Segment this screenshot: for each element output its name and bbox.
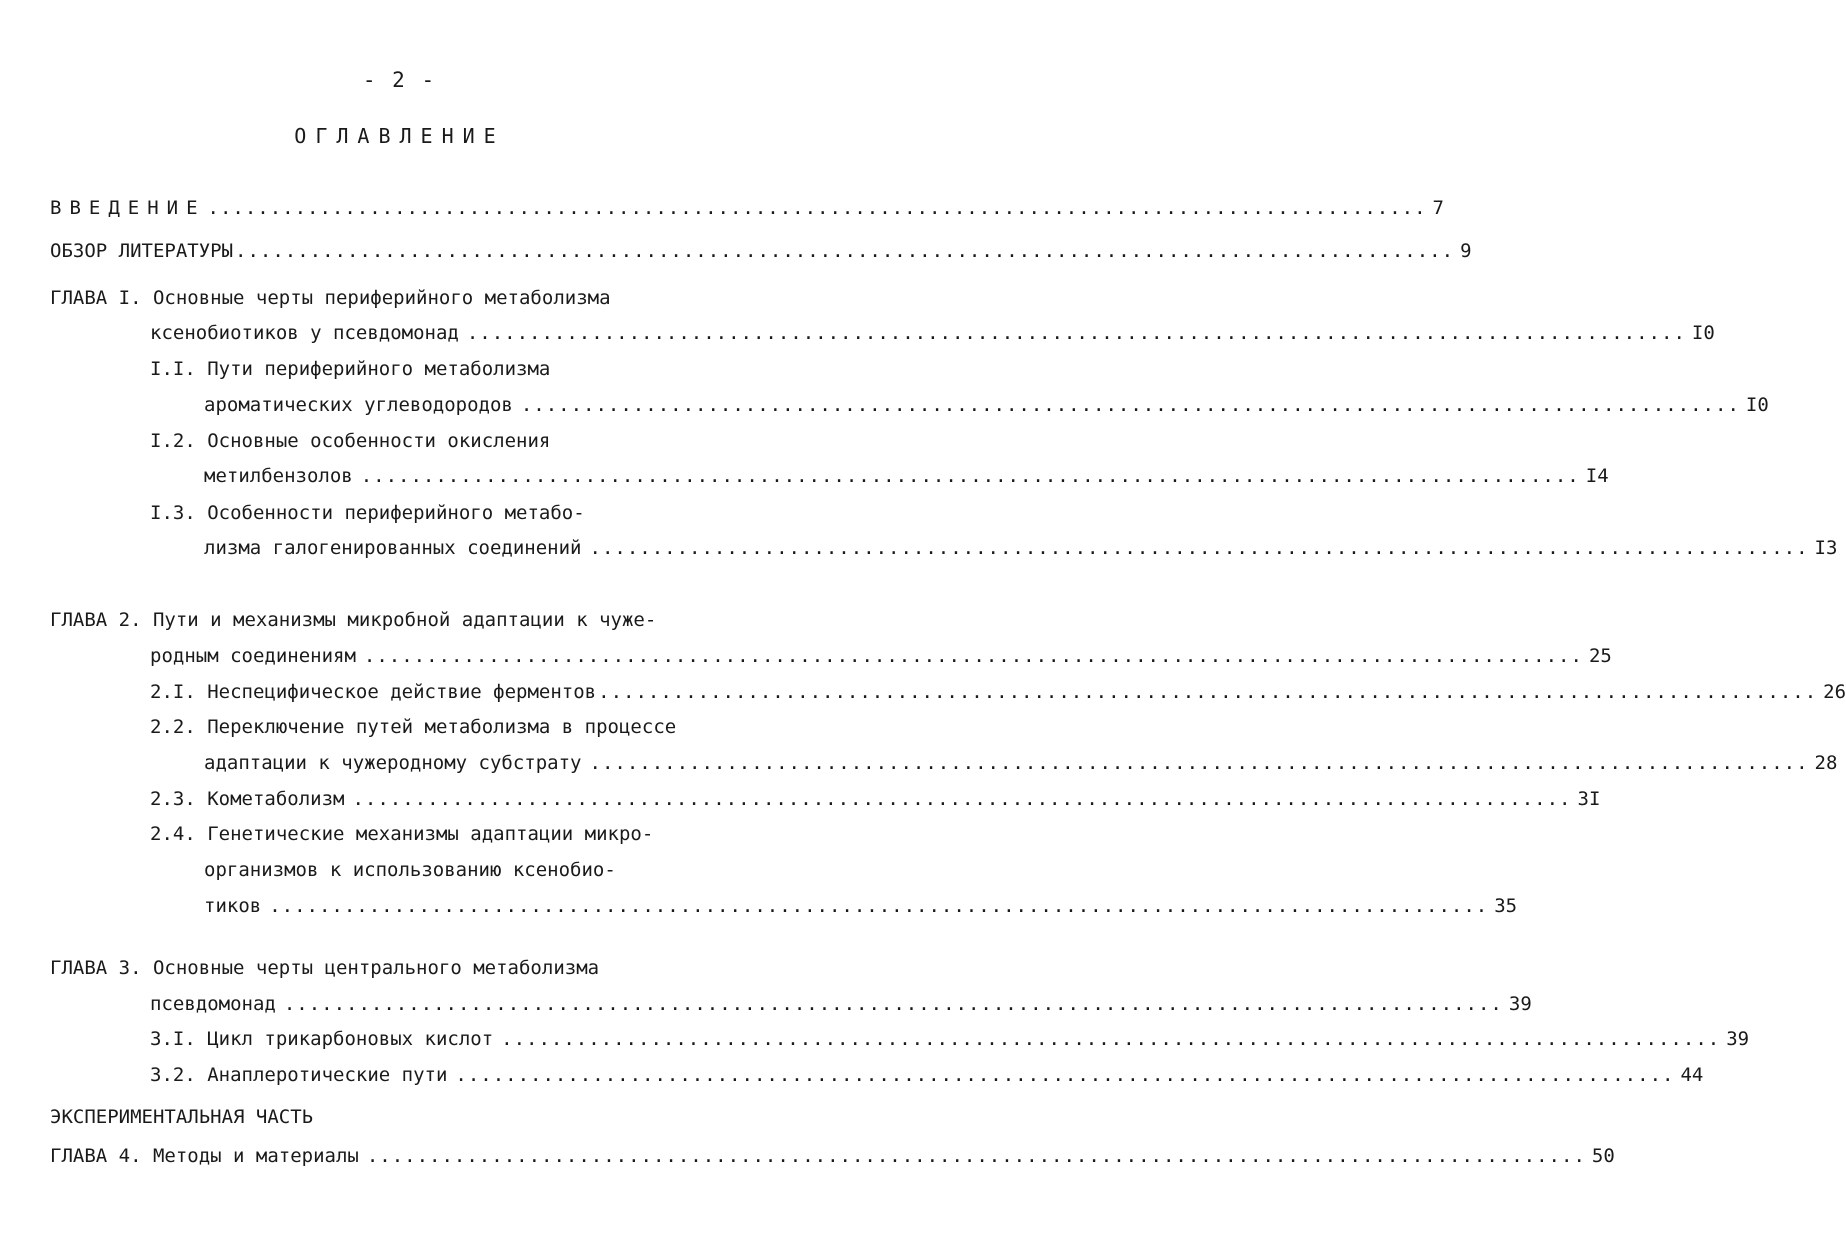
toc-page-number: 44 — [1680, 1064, 1704, 1086]
toc-entry-chapter-2[interactable] — [150, 644, 1612, 668]
toc-entry-text: псевдомонад — [150, 993, 276, 1015]
toc-chapter-3-heading: ГЛАВА 3. Основные черты центрального метаболизма — [50, 957, 600, 979]
toc-page-number: 25 — [1588, 645, 1612, 667]
toc-entry-text: 2.I. Неспецифическое действие ферментов — [150, 681, 597, 703]
toc-section-2-2-heading: 2.2. Переключение путей метаболизма в процессе — [150, 716, 677, 738]
dot-leader: .................................................................................................. — [589, 752, 1809, 774]
dot-leader: .................................................................................................. — [520, 394, 1740, 416]
toc-entry-chapter-4[interactable] — [50, 1144, 1615, 1168]
toc-chapter-2-heading: ГЛАВА 2. Пути и механизмы микробной адаптации к чуже- — [50, 609, 657, 631]
toc-entry-text: ВВЕДЕНИЕ — [50, 197, 206, 219]
toc-entry-section-2-4[interactable] — [204, 894, 1518, 918]
dot-leader: .................................................................................................. — [366, 1145, 1586, 1167]
toc-entry-section-1-1[interactable] — [204, 393, 1769, 417]
dot-leader: .................................................................................................. — [589, 537, 1809, 559]
toc-section-2-4-continuation: организмов к использованию ксенобио- — [204, 859, 616, 881]
toc-page-number: I3 — [1814, 537, 1838, 559]
toc-title: ОГЛАВЛЕНИЕ — [294, 124, 505, 148]
toc-page-number: 7 — [1432, 197, 1444, 219]
dot-leader: .................................................................................................. — [598, 681, 1818, 703]
toc-entry-section-2-1[interactable] — [150, 680, 1846, 704]
toc-entry-text: адаптации к чужеродному субстрату — [204, 752, 582, 774]
toc-page-number: I4 — [1585, 465, 1609, 487]
toc-entry-text: ароматических углеводородов — [204, 394, 513, 416]
toc-page-number: 39 — [1726, 1028, 1750, 1050]
toc-section-1-2-heading: I.2. Основные особенности окисления — [150, 430, 551, 452]
toc-entry-text: ГЛАВА 4. Методы и материалы — [50, 1145, 359, 1167]
toc-page-number: 9 — [1460, 240, 1472, 262]
toc-entry-review[interactable] — [50, 239, 1472, 263]
toc-page-number: 39 — [1508, 993, 1532, 1015]
dot-leader: .................................................................................................. — [363, 645, 1583, 667]
toc-entry-text: 3.I. Цикл трикарбоновых кислот — [150, 1028, 494, 1050]
dot-leader: .................................................................................................. — [455, 1064, 1675, 1086]
dot-leader: .................................................................................................. — [283, 993, 1503, 1015]
toc-entry-chapter-3[interactable] — [150, 992, 1532, 1016]
toc-entry-text: 3.2. Анаплеротические пути — [150, 1064, 448, 1086]
dot-leader: .................................................................................................. — [269, 895, 1489, 917]
toc-entry-section-1-2[interactable] — [204, 464, 1609, 488]
page-number: - 2 - — [362, 68, 437, 92]
dot-leader: .................................................................................................. — [360, 465, 1580, 487]
toc-entry-text: ОБЗОР ЛИТЕРАТУРЫ — [50, 240, 234, 262]
toc-entry-section-3-1[interactable] — [150, 1027, 1750, 1051]
toc-entry-text: родным соединениям — [150, 645, 356, 667]
toc-entry-text: тиков — [204, 895, 262, 917]
toc-entry-section-2-2[interactable] — [204, 751, 1838, 775]
toc-entry-section-2-3[interactable] — [150, 787, 1601, 811]
toc-section-1-1-heading: I.I. Пути периферийного метаболизма — [150, 358, 551, 380]
toc-section-1-3-heading: I.3. Особенности периферийного метабо- — [150, 502, 585, 524]
toc-entry-chapter-1[interactable] — [150, 321, 1715, 345]
toc-page-number: 28 — [1814, 752, 1838, 774]
toc-page-number: 35 — [1494, 895, 1518, 917]
toc-section-2-4-heading: 2.4. Генетические механизмы адаптации микро- — [150, 823, 654, 845]
toc-entry-text: метилбензолов — [204, 465, 353, 487]
toc-chapter-1-heading: ГЛАВА I. Основные черты периферийного метаболизма — [50, 287, 611, 309]
toc-page-number: 26 — [1823, 681, 1846, 703]
toc-entry-intro[interactable] — [50, 196, 1444, 220]
toc-experimental-part-heading[interactable]: ЭКСПЕРИМЕНТАЛЬНАЯ ЧАСТЬ — [50, 1106, 314, 1128]
dot-leader: .................................................................................................. — [235, 240, 1455, 262]
toc-entry-section-1-3[interactable] — [204, 536, 1838, 560]
toc-entry-text: лизма галогенированных соединений — [204, 537, 582, 559]
toc-entry-section-3-2[interactable] — [150, 1063, 1704, 1087]
dot-leader: .................................................................................................. — [501, 1028, 1721, 1050]
dot-leader: .................................................................................................. — [352, 788, 1572, 810]
toc-page-number: 3I — [1577, 788, 1601, 810]
toc-entry-text: 2.3. Кометаболизм — [150, 788, 345, 810]
toc-page-number: I0 — [1691, 322, 1715, 344]
toc-page-number: I0 — [1745, 394, 1769, 416]
toc-page-number: 50 — [1591, 1145, 1615, 1167]
dot-leader: .................................................................................................. — [466, 322, 1686, 344]
toc-entry-text: ксенобиотиков у псевдомонад — [150, 322, 459, 344]
dot-leader: .................................................................................................. — [207, 197, 1427, 219]
